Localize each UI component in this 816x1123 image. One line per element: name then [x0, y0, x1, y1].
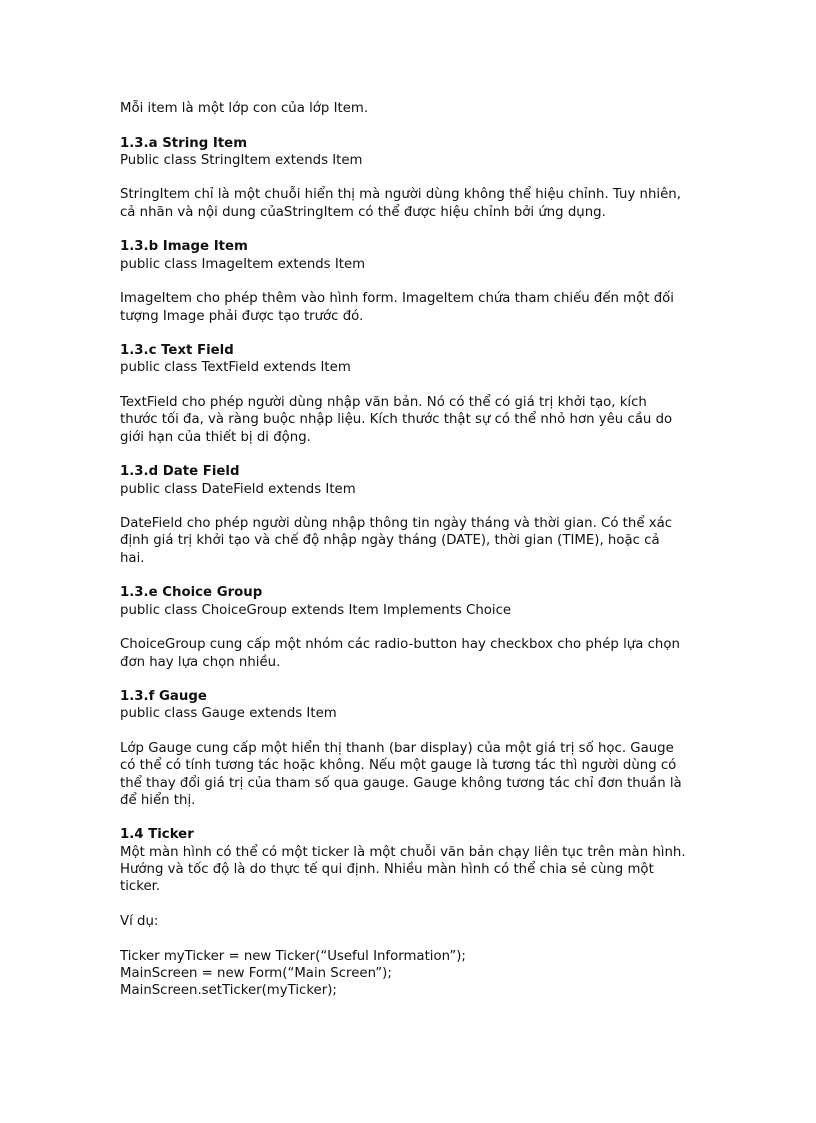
body-line: ImageItem cho phép thêm vào hình form. ImageItem chứa tham chiếu đến một đối	[120, 291, 674, 307]
class-signature: public class ChoiceGroup extends Item Implements Choice	[120, 602, 512, 618]
section-image-item	[120, 238, 720, 342]
code-line: MainScreen.setTicker(myTicker);	[120, 983, 337, 999]
section-gauge	[120, 688, 720, 826]
body-line: hai.	[120, 550, 145, 566]
body-line: Một màn hình có thể có một ticker là một chuỗi văn bản chạy liên tục trên màn hình.	[120, 844, 686, 860]
body-line: tượng Image phải được tạo trước đó.	[120, 308, 364, 324]
section-heading: 1.3.b Image Item	[120, 239, 248, 255]
body-line: ChoiceGroup cung cấp một nhóm các radio-button hay checkbox cho phép lựa chọn	[120, 637, 680, 653]
class-signature: public class ImageItem extends Item	[120, 256, 366, 272]
class-signature: public class DateField extends Item	[120, 481, 356, 497]
section-heading: 1.3.d Date Field	[120, 464, 240, 480]
body-line: ticker.	[120, 879, 161, 895]
section-heading: 1.4 Ticker	[120, 827, 194, 843]
body-line: thước tối đa, và ràng buộc nhập liệu. Kích thước thật sự có thể nhỏ hơn yêu cầu do	[120, 412, 673, 428]
body-line: cả nhãn và nội dung củaStringItem có thể được hiệu chỉnh bởi ứng dụng.	[120, 204, 606, 220]
code-line: Ticker myTicker = new Ticker(“Useful Information”);	[120, 948, 466, 964]
body-line: giới hạn của thiết bị di động.	[120, 429, 311, 445]
example-label: Ví dụ:	[120, 913, 159, 929]
body-line: đơn hay lựa chọn nhiều.	[120, 654, 281, 670]
section-heading: 1.3.c Text Field	[120, 343, 234, 359]
body-line: TextField cho phép người dùng nhập văn bản. Nó có thể có giá trị khởi tạo, kích	[120, 395, 647, 411]
section-heading: 1.3.a String Item	[120, 135, 248, 151]
body-line: định giá trị khởi tạo và chế độ nhập ngày tháng (DATE), thời gian (TIME), hoặc cả	[120, 533, 660, 549]
section-choice-group	[120, 584, 720, 688]
section-text-field	[120, 342, 720, 463]
class-signature: Public class StringItem extends Item	[120, 152, 363, 168]
section-string-item	[120, 135, 720, 239]
document-page	[120, 100, 720, 999]
body-line: StringItem chỉ là một chuỗi hiển thị mà người dùng không thể hiệu chỉnh. Tuy nhiên,	[120, 187, 681, 203]
intro-text: Mỗi item là một lớp con của lớp Item.	[120, 101, 369, 116]
body-line: DateField cho phép người dùng nhập thông tin ngày tháng và thời gian. Có thể xác	[120, 516, 673, 532]
section-date-field	[120, 463, 720, 584]
body-line: có thể có tính tương tác hoặc không. Nếu một gauge là tương tác thì người dùng có	[120, 758, 677, 774]
body-line: Lớp Gauge cung cấp một hiển thị thanh (bar display) của một giá trị số học. Gauge	[120, 740, 674, 756]
class-signature: public class Gauge extends Item	[120, 706, 337, 722]
body-line: thể thay đổi giá trị của tham số qua gauge. Gauge không tương tác chỉ đơn thuần là	[120, 775, 682, 791]
class-signature: public class TextField extends Item	[120, 360, 351, 376]
section-ticker	[120, 826, 720, 999]
code-line: MainScreen = new Form(“Main Screen”);	[120, 965, 392, 981]
section-heading: 1.3.f Gauge	[120, 689, 207, 705]
body-line: Hướng và tốc độ là do thực tế qui định. Nhiều màn hình có thể chia sẻ cùng một	[120, 862, 654, 878]
body-line: để hiển thị.	[120, 792, 196, 808]
section-heading: 1.3.e Choice Group	[120, 585, 263, 601]
